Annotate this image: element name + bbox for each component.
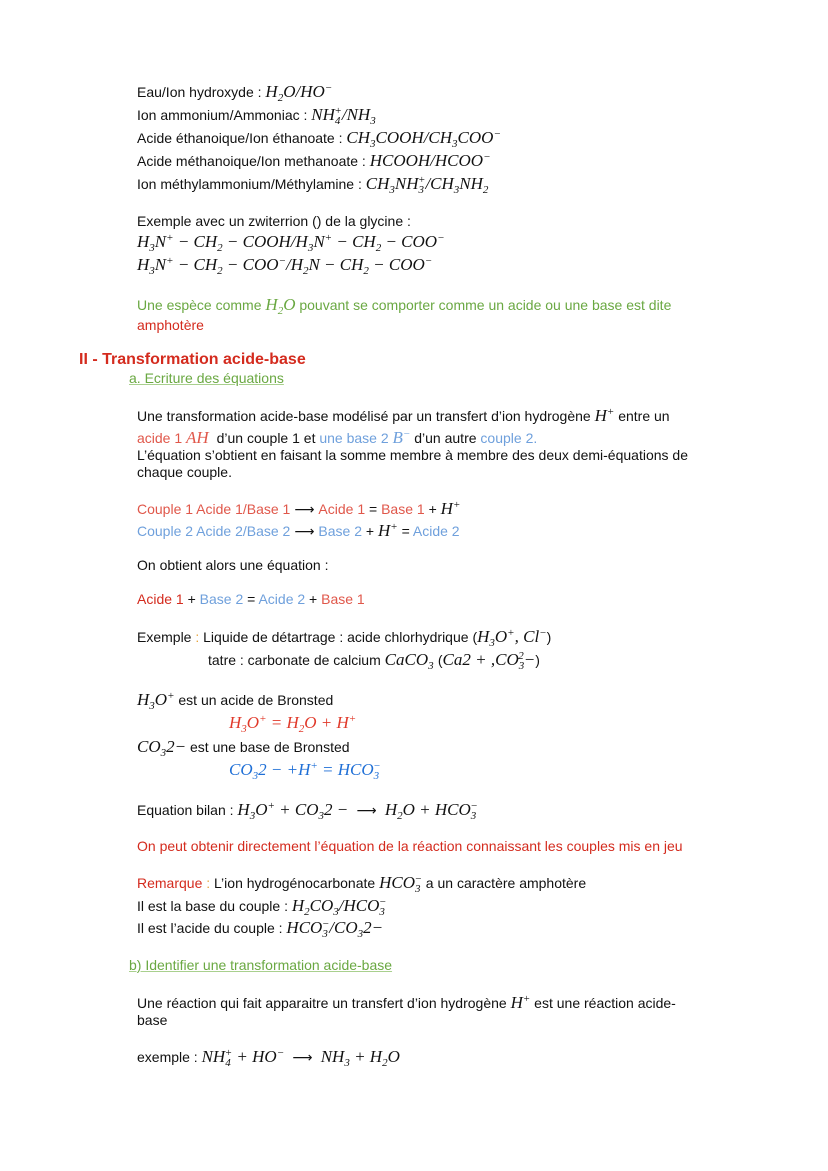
formula: $H_2CO_3/HCO_3^-$ bbox=[291, 896, 387, 918]
couple2-half-equation bbox=[137, 521, 460, 542]
text: Une réaction qui fait apparaitre un transfert d’ion hydrogène bbox=[137, 995, 511, 1011]
zwitterion-eq-2: $H_3N^+ - CH_2 - COO^-/H_2N - CH_2 - COO^-$ bbox=[137, 255, 433, 277]
para-transfer bbox=[137, 406, 670, 426]
zwitterion-intro: Exemple avec un zwiterrion () de la glycine : bbox=[137, 213, 411, 229]
text: Base 1 bbox=[381, 501, 425, 517]
bronsted-base bbox=[137, 737, 350, 757]
couple-methanoic bbox=[137, 151, 491, 171]
text: Une espèce comme bbox=[137, 297, 266, 313]
acid-half-equation: $H_3O^+ = H_2O + H^+$ bbox=[229, 713, 357, 735]
text: L’ion hydrogénocarbonate bbox=[214, 875, 380, 891]
text: Acide 1 bbox=[318, 501, 366, 517]
couple1-half-equation bbox=[137, 499, 460, 520]
subsection-a-title: a. Ecriture des équations bbox=[129, 370, 284, 386]
couple-label: Ion ammonium/Ammoniac : bbox=[137, 107, 312, 123]
para-equation-cont: chaque couple. bbox=[137, 464, 232, 480]
couple-methylammonium bbox=[137, 174, 488, 194]
text: Il est la base du couple : bbox=[137, 898, 292, 914]
section-title: II - Transformation acide-base bbox=[79, 351, 306, 368]
text: Couple 1 Acide 1/Base 1 bbox=[137, 501, 291, 517]
text: Base 2 bbox=[199, 591, 244, 607]
couple-label: Acide méthanoique/Ion methanoate : bbox=[137, 153, 370, 169]
text: Une transformation acide-base modélisé par un transfert d’ion hydrogène bbox=[137, 408, 595, 424]
remark-line-3 bbox=[137, 918, 383, 938]
formula: $NH_4^+ + HO^-$ ⟶ $NH_3 + H_2O$ bbox=[201, 1047, 400, 1069]
amphotere-word: amphotère bbox=[137, 317, 204, 333]
text: Liquide de détartrage : acide chlorhydrique bbox=[203, 629, 473, 645]
formula: B− bbox=[392, 428, 411, 447]
formula: $HCO_3^-$ bbox=[379, 873, 422, 895]
formula: H+ bbox=[594, 406, 615, 425]
text: Base 1 bbox=[321, 591, 365, 607]
text: = bbox=[397, 523, 413, 539]
para-equation: L’équation s’obtient en faisant la somme membre à membre des deux demi-équations de bbox=[137, 447, 688, 463]
formula: $H_3O^+$ bbox=[137, 690, 175, 712]
text: Acide 1 bbox=[137, 591, 184, 607]
text: pouvant se comporter comme un acide ou une base est dite bbox=[295, 297, 672, 313]
base-half-equation: $CO_32 - +H^+ = HCO_3^-$ bbox=[229, 760, 381, 782]
formula: $NH_4^+/NH_3$ bbox=[311, 105, 376, 127]
text: Exemple bbox=[137, 629, 192, 645]
text: d’un couple 1 et bbox=[212, 430, 320, 446]
text: exemple : bbox=[137, 1049, 202, 1065]
text: Equation bilan : bbox=[137, 802, 238, 818]
identify-para bbox=[137, 993, 676, 1013]
remark-line-1 bbox=[137, 873, 586, 893]
text: une base 2 bbox=[319, 430, 393, 446]
example-line-1 bbox=[137, 627, 551, 647]
formula: H+ bbox=[440, 499, 461, 518]
text: + bbox=[362, 523, 378, 539]
text: Base 2 bbox=[318, 523, 363, 539]
text: : bbox=[191, 629, 204, 645]
formula: $CO_32-$ bbox=[137, 737, 187, 759]
couple-water bbox=[137, 82, 332, 102]
formula: ($H_3O^+$, Cl−) bbox=[472, 627, 552, 649]
text: : bbox=[202, 875, 215, 891]
remark-line-2 bbox=[137, 896, 386, 916]
text: + bbox=[183, 591, 200, 607]
formula: CaCO$_3$ $(Ca2 + ,CO_3^2-)$ bbox=[384, 650, 540, 672]
formula: $HCO_3^-/CO_32-$ bbox=[286, 918, 384, 940]
text: = bbox=[365, 501, 382, 517]
text: + bbox=[424, 501, 441, 517]
zwitterion-eq-1: $H_3N^+ - CH_2$ − COOH/$H_3N^+ - CH_2 - COO^-$ bbox=[137, 232, 445, 254]
text: d’un autre bbox=[410, 430, 481, 446]
couple-label: Ion méthylammonium/Méthylamine : bbox=[137, 176, 366, 192]
couple-label: Eau/Ion hydroxyde : bbox=[137, 84, 266, 100]
text: + bbox=[305, 591, 322, 607]
text: Couple 2 Acide 2/Base 2 bbox=[137, 523, 291, 539]
couple-label: Acide éthanoique/Ion éthanoate : bbox=[137, 130, 347, 146]
text: Acide 2 bbox=[258, 591, 306, 607]
arrow-icon: ⟶ bbox=[294, 502, 315, 518]
global-equation bbox=[137, 589, 365, 609]
text: Il est l’acide du couple : bbox=[137, 920, 287, 936]
formula: $CH_3COOH/CH_3COO^-$ bbox=[346, 128, 501, 150]
example-line-2 bbox=[208, 650, 540, 670]
formula: H+ bbox=[377, 521, 398, 540]
identify-para-cont: base bbox=[137, 1012, 168, 1028]
obtain-text: On obtient alors une équation : bbox=[137, 557, 329, 573]
text: est une base de Bronsted bbox=[186, 739, 350, 755]
text: couple 2. bbox=[480, 430, 538, 446]
text: tatre : carbonate de calcium bbox=[208, 652, 385, 668]
couple-ammonium bbox=[137, 105, 376, 125]
text: est une réaction acide- bbox=[530, 995, 676, 1011]
bronsted-acid bbox=[137, 690, 333, 710]
formula: $CH_3NH_3^+/CH_3NH_2$ bbox=[365, 174, 489, 196]
formula: AH bbox=[186, 428, 209, 447]
formula: $H_3O^+ + CO_32$ − ⟶ $H_2O + HCO_3^-$ bbox=[237, 800, 478, 822]
arrow-icon: ⟶ bbox=[294, 524, 315, 540]
formula: $H_2O$ bbox=[265, 295, 296, 317]
equation-bilan bbox=[137, 800, 478, 821]
formula: HCOOH/HCOO− bbox=[369, 151, 491, 170]
couple-ethanoic bbox=[137, 128, 501, 148]
text: Acide 2 bbox=[412, 523, 460, 539]
direct-equation-note: On peut obtenir directement l’équation de la réaction connaissant les couples mis en jeu bbox=[137, 838, 683, 854]
subsection-b-title: b) Identifier une transformation acide-base bbox=[129, 957, 393, 973]
text: entre un bbox=[614, 408, 670, 424]
text: est un acide de Bronsted bbox=[174, 692, 334, 708]
example-ammonium-reaction bbox=[137, 1047, 400, 1068]
text: = bbox=[243, 591, 259, 607]
text: a un caractère amphotère bbox=[421, 875, 587, 891]
amphotere-definition bbox=[137, 295, 671, 315]
text: Remarque bbox=[137, 875, 203, 891]
text: acide 1 bbox=[137, 430, 187, 446]
formula: $H_2O/HO^-$ bbox=[265, 82, 333, 104]
formula: H+ bbox=[510, 993, 531, 1012]
